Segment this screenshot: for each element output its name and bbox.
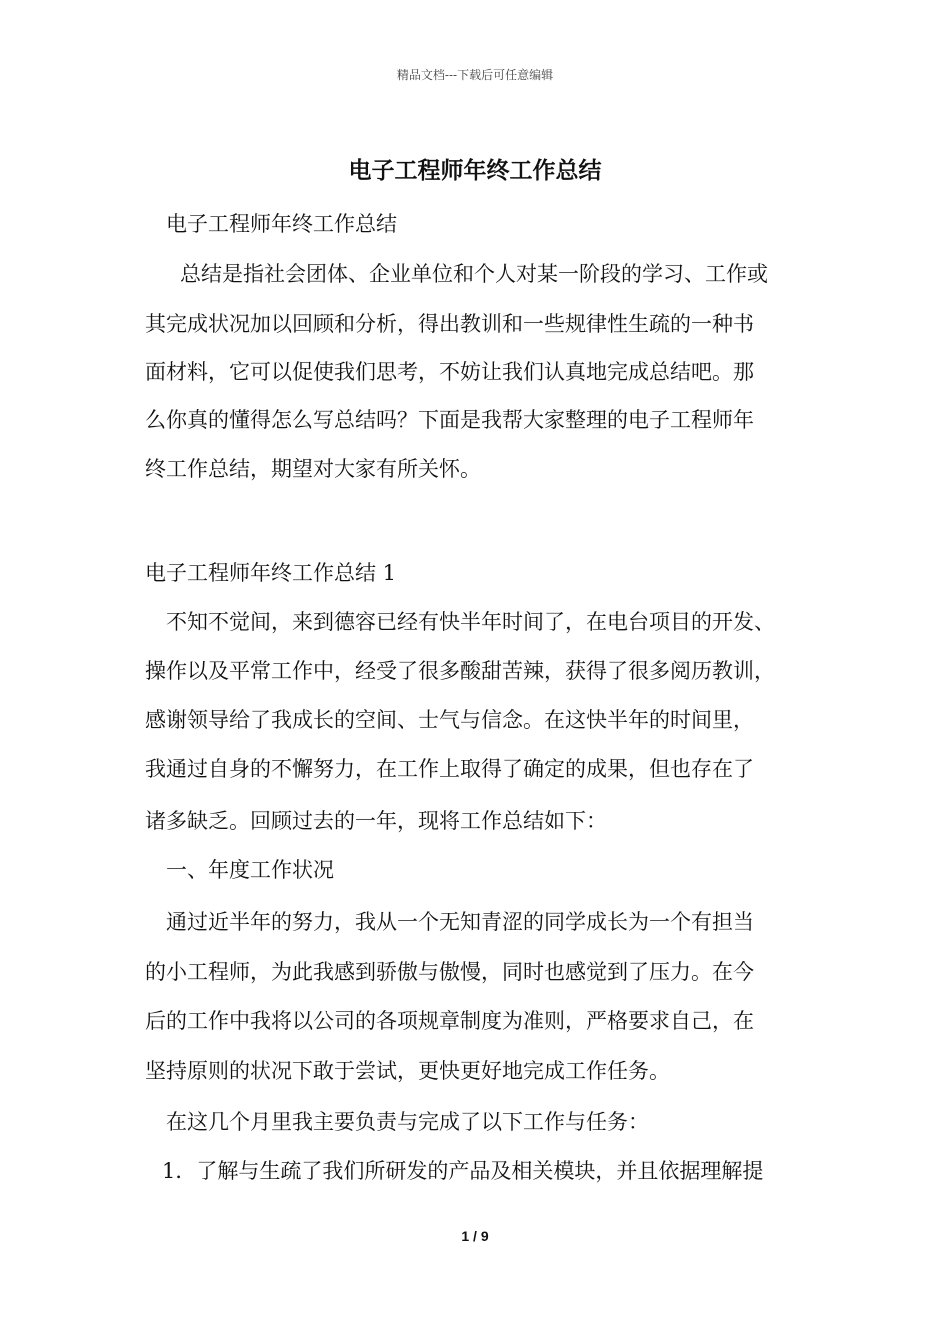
paragraph-line: 坚持原则的状况下敢于尝试，更快更好地完成工作任务。 xyxy=(145,1059,670,1083)
subtitle-line: 电子工程师年终工作总结 xyxy=(166,212,397,236)
paragraph-line: 通过近半年的努力，我从一个无知青涩的同学成长为一个有担当 xyxy=(166,910,754,934)
list-item: 1．了解与生疏了我们所研发的产品及相关模块，并且依据理解提 xyxy=(162,1159,764,1183)
paragraph-line: 感谢领导给了我成长的空间、士气与信念。在这快半年的时间里， xyxy=(145,708,754,732)
subsection-heading: 一、年度工作状况 xyxy=(166,858,334,882)
paragraph-line: 么你真的懂得怎么写总结吗？下面是我帮大家整理的电子工程师年 xyxy=(145,408,754,432)
page-number: 1 / 9 xyxy=(461,1228,489,1244)
paragraph-line: 操作以及平常工作中，经受了很多酸甜苦辣，获得了很多阅历教训， xyxy=(145,659,775,683)
paragraph-line: 诸多缺乏。回顾过去的一年，现将工作总结如下： xyxy=(145,809,607,833)
section-heading: 电子工程师年终工作总结 1 xyxy=(145,561,397,585)
paragraph-line: 我通过自身的不懈努力，在工作上取得了确定的成果，但也存在了 xyxy=(145,757,754,781)
paragraph-line: 的小工程师，为此我感到骄傲与傲慢，同时也感觉到了压力。在今 xyxy=(145,960,754,984)
document-title: 电子工程师年终工作总结 xyxy=(348,157,602,184)
paragraph-line: 后的工作中我将以公司的各项规章制度为准则，严格要求自己，在 xyxy=(145,1009,754,1033)
paragraph-line: 其完成状况加以回顾和分析，得出教训和一些规律性生疏的一种书 xyxy=(145,312,754,336)
paragraph-line: 不知不觉间，来到德容已经有快半年时间了，在电台项目的开发、 xyxy=(166,610,775,634)
paragraph-line: 面材料，它可以促使我们思考，不妨让我们认真地完成总结吧。那 xyxy=(145,360,754,384)
page-header: 精品文档---下载后可任意编辑 xyxy=(396,68,554,82)
paragraph-line: 在这几个月里我主要负责与完成了以下工作与任务： xyxy=(166,1110,649,1134)
paragraph-line: 总结是指社会团体、企业单位和个人对某一阶段的学习、工作或 xyxy=(180,262,768,286)
paragraph-line: 终工作总结，期望对大家有所关怀。 xyxy=(145,457,481,481)
